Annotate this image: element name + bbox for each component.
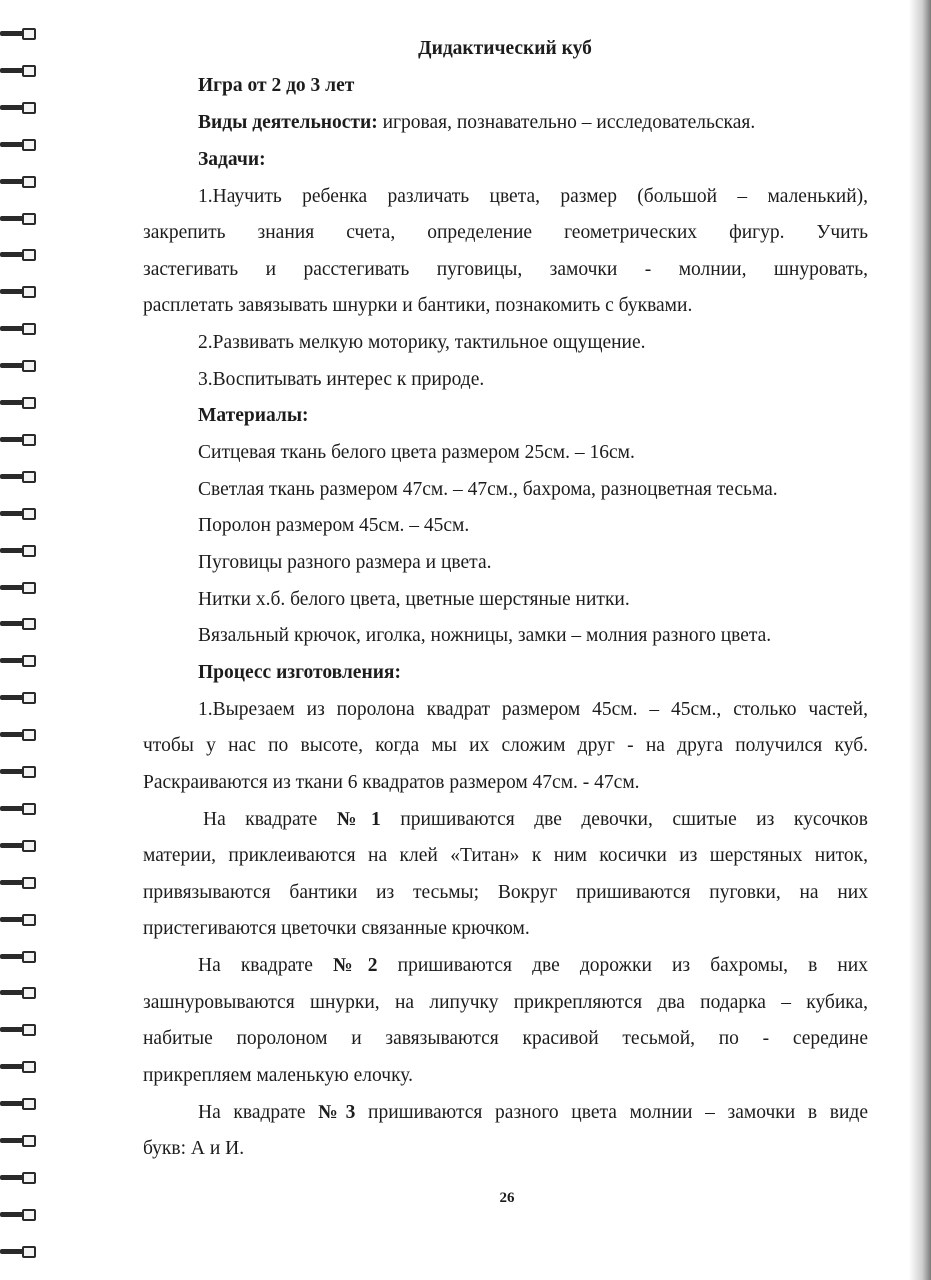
page-number: 26 [499,1190,515,1206]
square2-prefix: На квадрате [198,955,333,976]
activity-label: Виды деятельности: [198,112,378,133]
task1-line2: закрепить знания счета, определение геометрических фигур. Учить [143,222,868,243]
material-item: Поролон размером 45см. – 45см. [198,515,470,536]
square1-number: №1 [336,809,381,830]
square3-line1-rest: пришиваются разного цвета молнии – замочки в виде [355,1102,868,1123]
square2-line2: зашнуровываются шнурки, на липучку прикрепляются два подарка – кубика, [143,992,868,1013]
process1-line2: чтобы у нас по высоте, когда мы их сложим друг - на друга получился куб. [143,735,868,756]
material-item: Пуговицы разного размера и цвета. [198,552,492,573]
square1-line1-rest: пришиваются две девочки, сшитые из кусочков [380,809,868,830]
square2-number: №2 [332,955,378,976]
material-item: Светлая ткань размером 47см. – 47см., бахрома, разноцветная тесьма. [198,479,778,500]
square3-line1 [198,1101,868,1125]
square2-line3: набитые поролоном и завязываются красивой тесьмой, по - середине [143,1028,868,1049]
square1-line3: привязываются бантики из тесьмы; Вокруг пришиваются пуговки, на них [143,882,868,903]
square2-line1 [198,954,868,978]
process-heading: Процесс изготовления: [198,662,401,683]
activity-line [198,111,755,135]
task1-line1: 1.Научить ребенка различать цвета, размер (большой – маленький), [198,186,868,207]
square1-line4: пристегиваются цветочки связанные крючком. [143,918,530,939]
material-item: Вязальный крючок, иголка, ножницы, замки – молния разного цвета. [198,625,772,646]
square1-prefix: На квадрате [203,809,337,830]
square3-line2: букв: А и И. [143,1138,245,1159]
materials-heading: Материалы: [198,405,309,426]
task1-line3: застегивать и расстегивать пуговицы, замочки - молнии, шнуровать, [143,259,868,280]
material-item: Нитки х.б. белого цвета, цветные шерстяные нитки. [198,589,630,610]
page-title: Дидактический куб [418,38,592,59]
material-item: Ситцевая ткань белого цвета размером 25см. – 16см. [198,442,635,463]
age-range: Игра от 2 до 3 лет [198,75,355,96]
tasks-heading: Задачи: [198,149,266,170]
process1-line3: Раскраиваются из ткани 6 квадратов размером 47см. - 47см. [143,772,640,793]
square1-line1 [203,808,868,832]
square2-line1-rest: пришиваются две дорожки из бахромы, в них [377,955,868,976]
task2: 2.Развивать мелкую моторику, тактильное ощущение. [198,332,646,353]
activity-text: игровая, познавательно – исследовательская. [377,112,756,133]
task3: 3.Воспитывать интерес к природе. [198,369,485,390]
square3-prefix: На квадрате [198,1102,319,1123]
process1-line1: 1.Вырезаем из поролона квадрат размером 45см. – 45см., столько частей, [198,699,868,720]
square1-line2: материи, приклеиваются на клей «Титан» к ним косички из шерстяных ниток, [143,845,868,866]
task1-line4: расплетать завязывать шнурки и бантики, познакомить с буквами. [143,295,693,316]
square3-number: №3 [318,1102,356,1123]
square2-line4: прикрепляем маленькую елочку. [143,1065,413,1086]
